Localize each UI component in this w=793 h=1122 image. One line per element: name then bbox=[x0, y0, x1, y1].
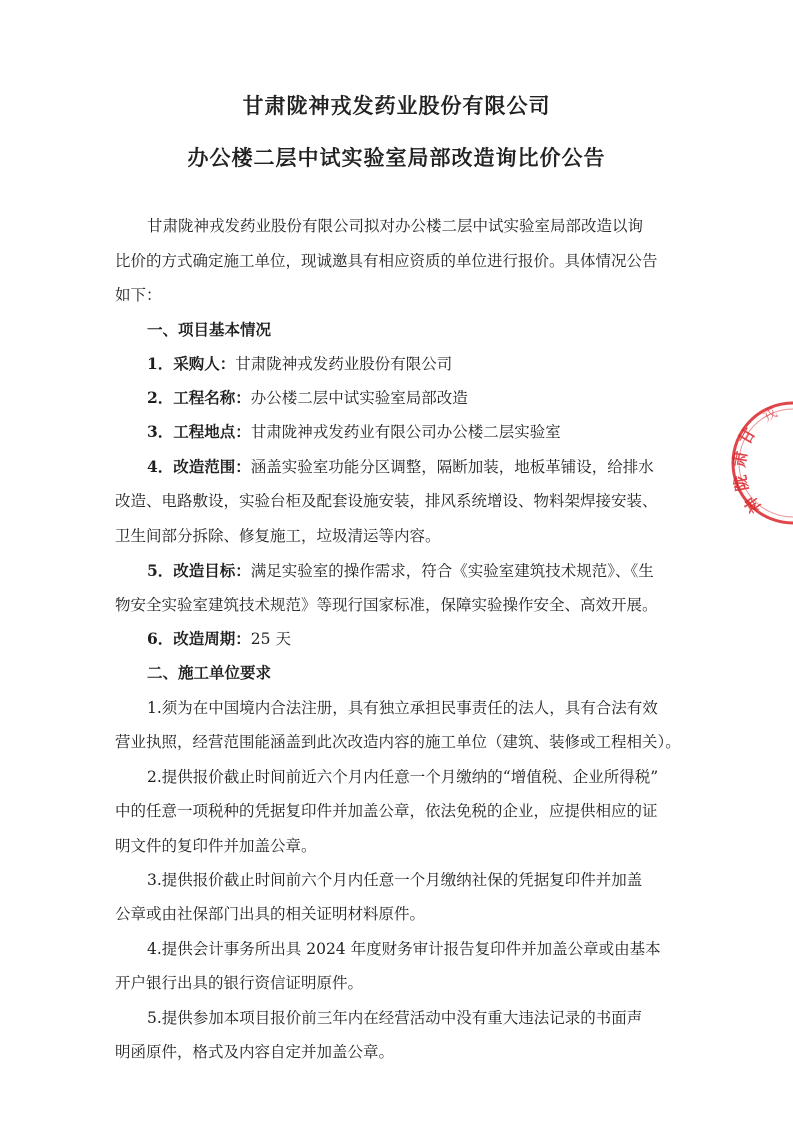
title-company: 甘肃陇神戎发药业股份有限公司 bbox=[242, 94, 551, 118]
item-label: 4．改造范围： bbox=[147, 457, 251, 476]
item-period bbox=[147, 627, 291, 649]
item-label: 6．改造周期： bbox=[147, 629, 251, 648]
requirement-line: 开户银行出具的银行资信证明原件。 bbox=[115, 974, 364, 992]
requirement-line: 5.提供参加本项目报价前三年内在经营活动中没有重大违法记录的书面声 bbox=[147, 1009, 643, 1027]
requirement-line: 4.提供会计事务所出具 2024 年度财务审计报告复印件并加盖公章或由基本 bbox=[147, 940, 661, 958]
item-scope bbox=[147, 455, 654, 477]
item-label: 5．改造目标： bbox=[147, 561, 251, 580]
svg-text:肃: 肃 bbox=[729, 449, 751, 469]
title-announcement: 办公楼二层中试实验室局部改造询比价公告 bbox=[187, 146, 606, 170]
requirement-line: 1.须为在中国境内合法注册，具有独立承担民事责任的法人，具有合法有效 bbox=[147, 699, 658, 717]
requirement-line: 2.提供报价截止时间前近六个月内任意一个月缴纳的“增值税、企业所得税” bbox=[147, 768, 659, 786]
item-project-location bbox=[147, 420, 561, 442]
svg-text:戎: 戎 bbox=[760, 404, 781, 426]
item-project-name bbox=[147, 386, 468, 408]
item-value: 甘肃陇神戎发药业有限公司办公楼二层实验室 bbox=[250, 423, 561, 441]
item-goal-cont: 物安全实验室建筑技术规范》等现行国家标准，保障实验操作安全、高效开展。 bbox=[115, 596, 658, 614]
item-label: 3．工程地点： bbox=[147, 422, 251, 441]
requirement-line: 明函原件，格式及内容自定并加盖公章。 bbox=[115, 1043, 395, 1061]
item-label: 1．采购人： bbox=[147, 354, 236, 373]
company-seal bbox=[728, 398, 793, 528]
item-label: 2．工程名称： bbox=[147, 388, 251, 407]
intro-line: 如下： bbox=[115, 286, 162, 304]
item-value: 25 天 bbox=[250, 630, 291, 648]
item-value: 满足实验室的操作需求，符合《实验室建筑技术规范》、《生 bbox=[250, 562, 654, 580]
item-value: 甘肃陇神戎发药业股份有限公司 bbox=[235, 355, 453, 373]
requirement-line: 中的任意一项税种的凭据复印件并加盖公章，依法免税的企业，应提供相应的证 bbox=[115, 802, 658, 820]
item-scope-cont: 改造、电路敷设，实验台柜及配套设施安装，排风系统增设、物料架焊接安装、 bbox=[115, 492, 658, 510]
item-purchaser bbox=[147, 352, 452, 374]
requirement-line: 3.提供报价截止时间前六个月内任意一个月缴纳社保的凭据复印件并加盖 bbox=[147, 871, 643, 889]
requirement-line: 营业执照，经营范围能涵盖到此次改造内容的施工单位（建筑、装修或工程相关）。 bbox=[115, 733, 681, 751]
item-goal bbox=[147, 559, 654, 581]
svg-text:神: 神 bbox=[740, 492, 766, 517]
item-value: 涵盖实验室功能分区调整，隔断加装，地板革铺设，给排水 bbox=[250, 458, 654, 476]
intro-line: 比价的方式确定施工单位，现诚邀具有相应资质的单位进行报价。具体情况公告 bbox=[115, 252, 658, 270]
section-heading-basic-info: 一、项目基本情况 bbox=[147, 320, 272, 339]
requirement-line: 明文件的复印件并加盖公章。 bbox=[115, 837, 317, 855]
svg-text:陇: 陇 bbox=[730, 473, 752, 493]
requirement-line: 公章或由社保部门出具的相关证明材料原件。 bbox=[115, 905, 426, 923]
section-heading-requirements: 二、施工单位要求 bbox=[147, 663, 272, 682]
item-scope-cont: 卫生间部分拆除、修复施工，垃圾清运等内容。 bbox=[115, 527, 441, 545]
intro-line: 甘肃陇神戎发药业股份有限公司拟对办公楼二层中试实验室局部改造以询 bbox=[147, 217, 644, 235]
svg-text:甘: 甘 bbox=[735, 424, 760, 448]
item-value: 办公楼二层中试实验室局部改造 bbox=[250, 389, 468, 407]
